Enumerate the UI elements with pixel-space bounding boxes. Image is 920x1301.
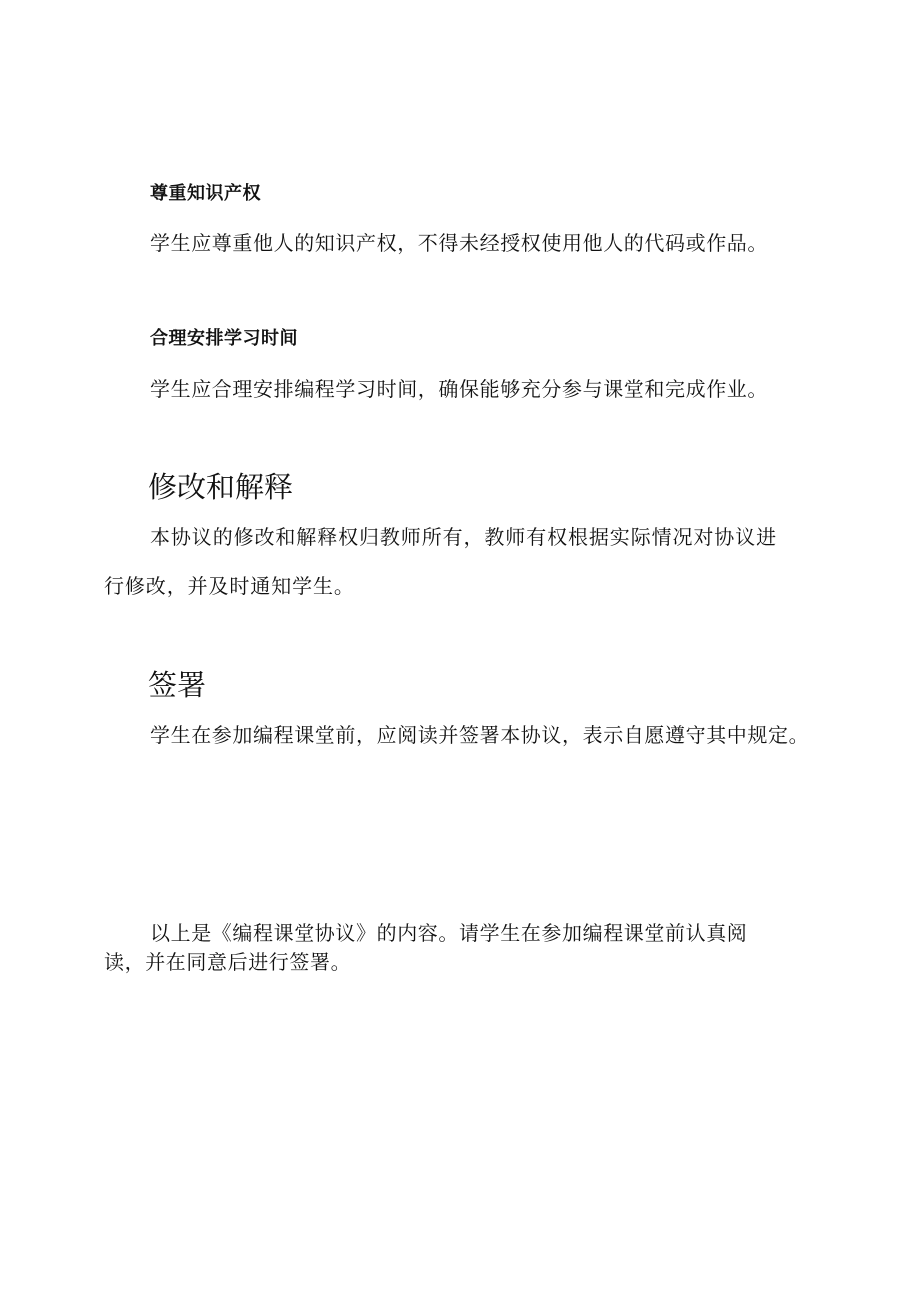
closing-line1: 以上是《编程课堂协议》的内容。请学生在参加编程课堂前认真阅 xyxy=(150,921,748,945)
paragraph-study-time: 学生应合理安排编程学习时间，确保能够充分参与课堂和完成作业。 xyxy=(150,377,768,401)
closing-line2: 读，并在同意后进行签署。 xyxy=(104,950,352,974)
paragraph-modification-line1: 本协议的修改和解释权归教师所有，教师有权根据实际情况对协议进 xyxy=(150,525,777,549)
section-heading-signing: 签署 xyxy=(148,668,207,702)
paragraph-signing: 学生在参加编程课堂前，应阅读并签署本协议，表示自愿遵守其中规定。 xyxy=(150,723,810,747)
subheading-respect-ip: 尊重知识产权 xyxy=(150,183,261,204)
paragraph-respect-ip: 学生应尊重他人的知识产权，不得未经授权使用他人的代码或作品。 xyxy=(150,231,768,255)
section-heading-modification: 修改和解释 xyxy=(148,470,294,504)
paragraph-modification-line2: 行修改，并及时通知学生。 xyxy=(104,574,355,598)
subheading-study-time: 合理安排学习时间 xyxy=(150,328,298,349)
